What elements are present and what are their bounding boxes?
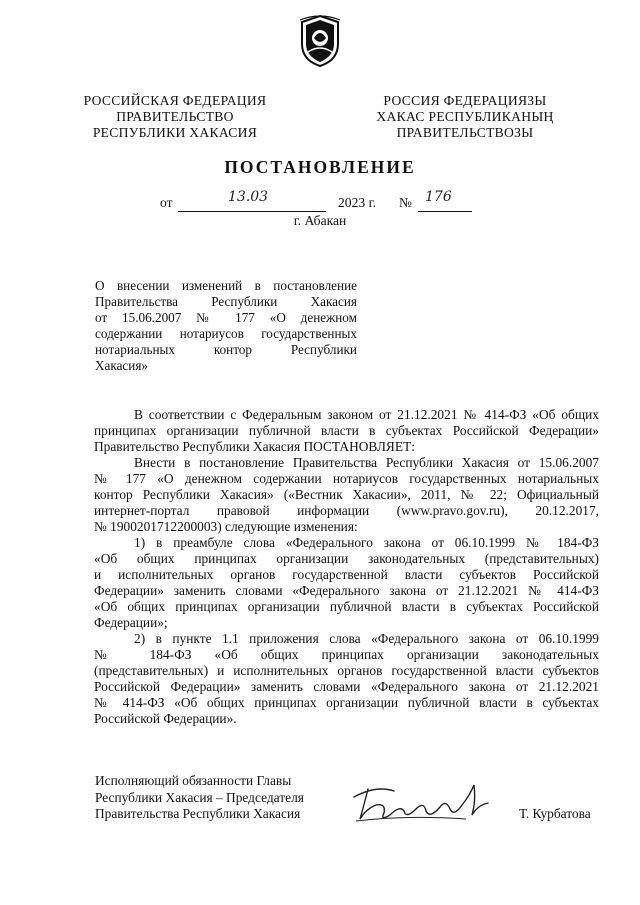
body-line: Внести в постановление Правительства Республики Хакасия от 15.06.2007 bbox=[134, 455, 599, 470]
body-line: контор Республики Хакасия» («Вестник Хакасии», 2011, № 22; Официальный bbox=[94, 487, 599, 502]
subject-block bbox=[95, 278, 357, 374]
signatory-title-line: Правительства Республики Хакасия bbox=[95, 806, 301, 821]
body-line: № 177 «О денежном содержании нотариусов государственных нотариальных bbox=[94, 471, 599, 486]
body-line: принципах организации публичной власти в субъектах Российской Федерации» bbox=[94, 423, 599, 438]
body-line: «Об общих принципах организации законодательных (представительных) bbox=[94, 551, 599, 566]
body-line: Правительство Республики Хакасия ПОСТАНОВЛЯЕТ: bbox=[94, 439, 415, 454]
subject-line: Хакасия» bbox=[95, 358, 149, 373]
body-line: и исполнительных органов государственной власти субъектов Российской bbox=[94, 567, 599, 582]
subject-line: нотариальных контор Республики bbox=[95, 342, 357, 357]
body-line: № 414-ФЗ «Об общих принципах организации публичной власти в субъектах bbox=[94, 695, 599, 710]
body-line: (представительных) и исполнительных органов государственной власти субъектов bbox=[94, 663, 599, 678]
signatory-title bbox=[95, 773, 304, 823]
subject-line: О внесении изменений в постановление bbox=[95, 278, 357, 293]
handwritten-signature bbox=[346, 775, 496, 835]
body-line: 1) в преамбуле слова «Федерального закона от 06.10.1999 № 184-ФЗ bbox=[134, 535, 599, 550]
body-text bbox=[94, 407, 599, 727]
body-line: № 1900201712200003) следующие изменения: bbox=[94, 519, 358, 534]
coat-of-arms-emblem bbox=[298, 14, 342, 68]
header-right-line: ХАКАС РЕСПУБЛИКАНЫҢ bbox=[376, 109, 554, 124]
signatory-name: Т. Курбатова bbox=[519, 806, 591, 821]
document-title: ПОСТАНОВЛЕНИЕ bbox=[224, 157, 416, 177]
body-line: № 184-ФЗ «Об общих принципах организации законодательных bbox=[94, 647, 599, 662]
city: г. Абакан bbox=[293, 213, 347, 228]
body-line: Федерации»; bbox=[94, 615, 168, 630]
body-line: Российской Федерации». bbox=[94, 711, 237, 726]
body-line: В соответствии с Федеральным законом от 21.12.2021 № 414-ФЗ «Об общих bbox=[134, 407, 599, 422]
number-sign: № bbox=[399, 195, 412, 210]
body-line: Российской Федерации» заменить словами «Федерального закона от 21.12.2021 bbox=[94, 679, 599, 694]
header-right-line: РОССИЯ ФЕДЕРАЦИЯЗЫ bbox=[383, 93, 547, 108]
handwritten-date: 13.03 bbox=[228, 189, 269, 205]
body-line: Федерации» заменить словами «Федерального закона от 21.12.2021 № 414-ФЗ bbox=[94, 583, 599, 598]
body-line: интернет-портал правовой информации (www.pravo.gov.ru), 20.12.2017, bbox=[94, 503, 599, 518]
signatory-title-line: Республики Хакасия – Председателя bbox=[95, 789, 304, 805]
signatory-title-line: Исполняющий обязанности Главы bbox=[95, 773, 292, 788]
header-left-line: РОССИЙСКАЯ ФЕДЕРАЦИЯ bbox=[83, 93, 267, 108]
body-line: 2) в пункте 1.1 приложения слова «Федерального закона от 06.10.1999 bbox=[134, 631, 599, 646]
subject-line: от 15.06.2007 № 177 «О денежном bbox=[95, 310, 357, 325]
header-left bbox=[70, 93, 280, 141]
date-year: 2023 г. bbox=[338, 195, 377, 210]
header-right-line: ПРАВИТЕЛЬСТВОЗЫ bbox=[396, 125, 534, 140]
handwritten-number: 176 bbox=[425, 189, 452, 205]
header-right bbox=[360, 93, 570, 141]
body-line: «Об общих принципах организации публичной власти в субъектах Российской bbox=[94, 599, 599, 614]
header-left-line: ПРАВИТЕЛЬСТВО bbox=[116, 109, 234, 124]
subject-line: содержании нотариусов государственных bbox=[95, 326, 357, 341]
date-prefix: от bbox=[160, 195, 173, 210]
subject-line: Правительства Республики Хакасия bbox=[95, 294, 357, 309]
header-left-line: РЕСПУБЛИКИ ХАКАСИЯ bbox=[92, 125, 258, 140]
